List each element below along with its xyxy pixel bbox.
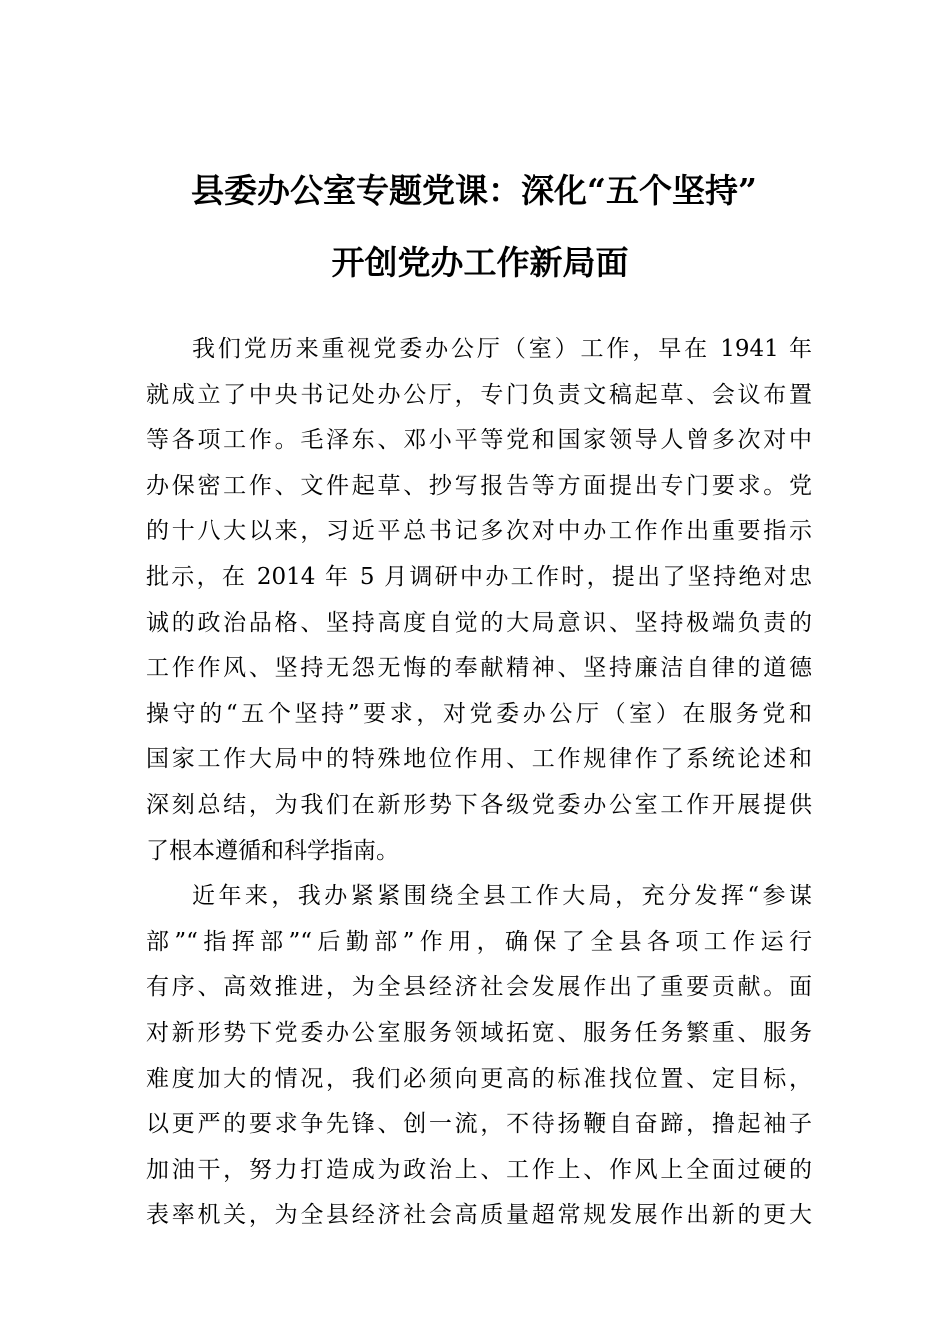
- document-title: [0, 158, 950, 296]
- text-line: 对新形势下党委办公室服务领域拓宽、服务任务繁重、服务: [146, 1019, 812, 1046]
- text-line: 操守的“五个坚持”要求，对党委办公厅（室）在服务党和: [146, 700, 812, 727]
- text-line: 我们党历来重视党委办公厅（室）工作，早在 1941 年: [192, 336, 812, 362]
- paragraph-2: [146, 874, 812, 1239]
- text-line: 加油干，努力打造成为政治上、工作上、作风上全面过硬的: [146, 1156, 812, 1183]
- text-line: 深刻总结，为我们在新形势下各级党委办公室工作开展提供: [146, 791, 812, 818]
- text-line: 工作作风、坚持无怨无悔的奉献精神、坚持廉洁自律的道德: [146, 655, 812, 682]
- paragraph-1: [146, 327, 812, 874]
- document-body: [146, 327, 812, 1239]
- text-line: 等各项工作。毛泽东、邓小平等党和国家领导人曾多次对中: [146, 427, 812, 454]
- title-line-1: 县委办公室专题党课：深化“五个坚持”: [191, 171, 757, 210]
- text-line: 难度加大的情况，我们必须向更高的标准找位置、定目标，: [146, 1065, 812, 1092]
- text-line: 表率机关，为全县经济社会高质量超常规发展作出新的更大: [146, 1202, 812, 1229]
- text-line: 以更严的要求争先锋、创一流，不待扬鞭自奋蹄，撸起袖子: [146, 1111, 812, 1138]
- text-line: 的十八大以来，习近平总书记多次对中办工作作出重要指示: [146, 518, 812, 545]
- text-line: 就成立了中央书记处办公厅，专门负责文稿起草、会议布置: [146, 381, 812, 408]
- text-line: 有序、高效推进，为全县经济社会发展作出了重要贡献。面: [146, 974, 812, 1001]
- text-line: 近年来，我办紧紧围绕全县工作大局，充分发挥“参谋: [192, 883, 812, 910]
- text-line: 办保密工作、文件起草、抄写报告等方面提出专门要求。党: [146, 472, 812, 499]
- text-line: 批示，在 2014 年 5 月调研中办工作时，提出了坚持绝对忠: [146, 563, 812, 590]
- text-line: 部”“指挥部”“后勤部”作用，确保了全县各项工作运行: [146, 928, 812, 955]
- text-line: 了根本遵循和科学指南。: [146, 837, 399, 864]
- text-line: 国家工作大局中的特殊地位作用、工作规律作了系统论述和: [146, 746, 812, 773]
- text-line: 诚的政治品格、坚持高度自觉的大局意识、坚持极端负责的: [146, 609, 812, 636]
- title-line-2: 开创党办工作新局面: [331, 243, 629, 282]
